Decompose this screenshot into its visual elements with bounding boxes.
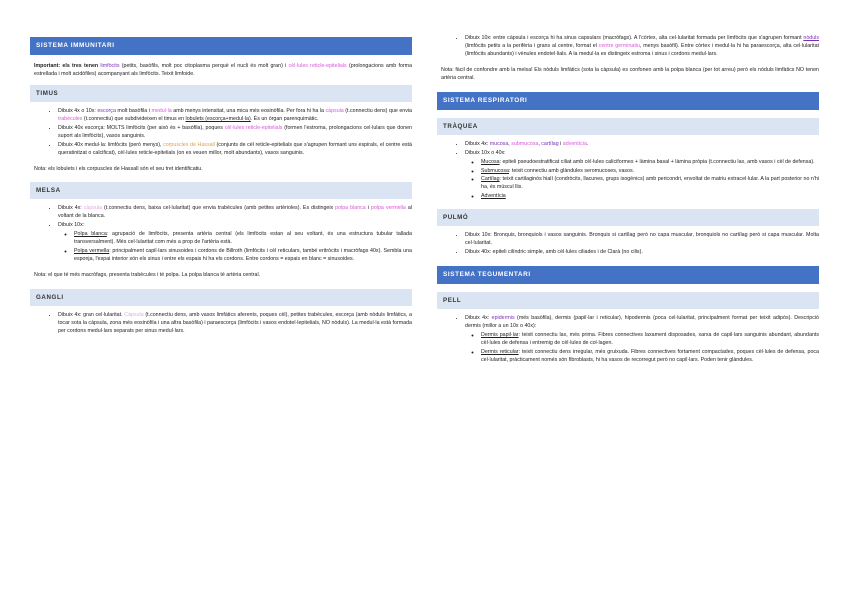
term-noduls: nòduls (803, 35, 819, 41)
text: Dibuix 4x: (465, 140, 490, 147)
text: (més basòfila), dermis (papil·lar i reticular), hipodermis (poca cel·lularitat, principalment format per teixit adipós). Descripció dermis (millor a un 10x o 40x): (465, 315, 819, 329)
text: : principalment capil·lars sinusoides i cordons de Billroth (limfòcits i cèl reticulars, també eritròcits i macròfags 40x). Sembla una esponja, l'espai interior són els sinus i entre els espais hi ha els cordons. Entre cordons = espais en blanc = sinusoides. (74, 248, 412, 263)
term-capsula: Càpsula (124, 311, 144, 318)
term-polpa-blanca: Polpa blanca (74, 231, 107, 238)
text: i (558, 140, 563, 147)
term-adventicia: Adventícia (481, 193, 506, 200)
term-dermis-reticular: Dermis reticular (481, 348, 519, 355)
term-cartilag: Cartílag (481, 176, 500, 183)
text: Dibuix 10x o 40x: (465, 149, 506, 156)
sub-list-item (481, 349, 819, 365)
subsection-header-pulmo: PULMÓ (437, 209, 819, 226)
subsection-header-pell: PELL (437, 292, 819, 309)
intro-limfocits: limfòcits (100, 63, 120, 69)
term-hassall: corpuscles de Hassall (163, 141, 215, 148)
text: (conjunts de cèl reticle-epitelials que s'agrupen formant uns espirals, el centre està queratinitzat o calcificat), cèl·lules reticle-epitelials (on es veuen millor, molt abundants), vasos sanguinis. (58, 141, 412, 156)
text: . És un òrgan parenquimàtic. (250, 115, 319, 122)
sub-list-item (481, 193, 819, 201)
term-cel-reticle: cèl·lules reticle-epitelials (224, 124, 283, 131)
list-item (58, 205, 412, 221)
gangli-note: Nota: fàcil de confondre amb la melsa! Els nòduls limfàtics (sota la càpsula) es confonen amb la polpa blanca (per tot arreu) però els nòduls limfàtics NO tenen artèria central. (441, 66, 819, 81)
text: (t.connectiu dens, amb vasos limfàtics aferents, poques cèl), petites trabècules, escorça (amb nòduls limfàtics, a tocar sota la càpsula, zona més eosinòfila i una altra basòfila) i paraescorça (limfòcits i vasos endotel·lepitelials, NO nòduls). La medul·la està formada per cordons medul·lars separats per sinus medul·lars. (58, 311, 412, 334)
term-capsula: càpsula (83, 205, 103, 212)
sub-list-item (481, 168, 819, 176)
intro-cel-reticle: cèl·lules reticle-epitelials (288, 63, 347, 69)
list-item (465, 141, 819, 149)
melsa-list (30, 205, 412, 264)
term-polpa-blanca: polpa blanca (335, 205, 366, 212)
text: : agrupació de limfòcits, presenta artèria central (els limfòcits estan al seu voltant, és una estructura tubular tallada transversalment). Més cel·lularitat com més a prop de l'artèria està. (74, 231, 412, 246)
subsection-header-timus: TIMUS (30, 85, 412, 102)
text: . (586, 140, 589, 147)
gangli-list (30, 312, 412, 336)
melsa-sublist (58, 231, 412, 264)
text: (t.connectiu dens) que envia (343, 107, 412, 114)
text: al voltant de la blanca. (58, 205, 412, 220)
text: Dibuix 4x: gran cel·lularitat. (58, 311, 125, 318)
term-submucosa: Submucosa (481, 167, 509, 174)
intro-text-2: (prolongacions amb forma estrellada i molt acidòfiles) acompanyant als limfòcits. Teixit limfoide. (34, 63, 413, 77)
text: , (538, 140, 542, 147)
text: Dibuix 40x medul·la: limfòcits (però menys), (58, 141, 164, 148)
term-capsula: càpsula (325, 107, 344, 114)
text: molt basòfila i (115, 107, 152, 114)
text: Dibuix 10x: entre càpsula i escorça hi ha sinus capsulars (macròfags). A l'còrtex, alta cel·lularitat formada per limfòcits que s'agrupen formant (465, 35, 804, 41)
left-column (30, 0, 412, 342)
intro-text-1: (petits, basòfils, molt poc citoplasma perquè el nucli és molt gran) i (119, 63, 289, 69)
section-header-respiratori: SISTEMA RESPIRATORI (437, 92, 819, 110)
sub-list-item (74, 248, 412, 264)
term-adventicia: adventícia (562, 140, 587, 147)
sub-list-item (74, 231, 412, 247)
list-item: • Dibuix 40x: epiteli cilíndric simple, amb cèl·lules ciliades i de Clarà (no cilis). (465, 249, 819, 257)
pulmo-list (437, 232, 819, 257)
text: Dibuix 4x: (58, 205, 84, 212)
term-cartilag: cartílag (541, 140, 559, 147)
text: Dibuix 40x escorça: MOLTS limfòcits (per això és + basòfila), poques (58, 124, 225, 131)
text: (t.connectiu) que subdivideixen el timus en (82, 115, 186, 122)
text: (t.connectiu dens, baixa cel·lularitat) que envia trabècules (amb petites artèrioles). Es distingeix (102, 205, 336, 212)
section-header-tegumentari: SISTEMA TEGUMENTARI (437, 266, 819, 284)
term-centre-germinatiu: centre germinatiu (598, 42, 640, 49)
text: : epiteli pseudoestratificat ciliat amb cèl·lules caliciformes + làmina basal + làmina pròpia (t.connectiu lax, amb vasos i cèl de defensa). (499, 158, 815, 165)
list-item (58, 142, 412, 158)
text: : teixit connectiu dens irregular, més gruixuda. Fibres connectives fortament compactades, poques cèl·lules de defensa, poca cel·lularitat, pràcticament només són fibroblasts, hi ha vasos de recorregut però no capil·lars. Poden tenir glàndules. (481, 348, 819, 363)
melsa-note: Nota: el que té més macròfags, presenta trabècules i té polpa. La polpa blanca té artèria central. (34, 272, 261, 278)
text: amb menys intensitat, una mica més eosinòfila. Per fora hi ha la (171, 107, 326, 114)
list-item (58, 312, 412, 336)
term-dermis-papillar: Dermis papil·lar (481, 331, 519, 338)
list-item (465, 315, 819, 365)
sub-list-item (481, 176, 819, 192)
term-lobulets: lobulets (escorça+medul·la) (185, 115, 251, 122)
traquea-sublist (465, 159, 819, 202)
subsection-header-melsa: MELSA (30, 182, 412, 199)
text: , menys basòfil). Entre còrtex i medul·la hi ha paraescorça, alta cel·lularitat (limfòcits abundants) i vènules endotel·lials. A la medul·la es distingeix estroma i sinus i cordons medul·lars. (465, 42, 819, 57)
sub-list-item (481, 332, 819, 348)
text: : teixit connectiu lax, més prima. Fibres connectives laxament disposades, xarxa de capil·lars sanguinis abundant, abundants cèl·lules de defensa i entremig de cèl·lules de col·lagen. (481, 331, 819, 346)
text: (formen l'estroma, prolongacions cel·lulars que donen suport als limfòcits), vasos sanguinis. (58, 124, 412, 139)
list-item: • Dibuix 10x: Bronquis, bronquiols i vasos sanguinis. Bronquis si cartílag però no capa muscular, bronquiols no cartílag però si capa muscular. Molta cel·lularitat. (465, 232, 819, 248)
text: Dibuix 4x: (465, 315, 492, 322)
text: Dibuix 4x o 10x: (58, 107, 98, 114)
pell-list (437, 315, 819, 365)
list-item (58, 125, 412, 141)
term-escorca: escorça (97, 107, 116, 114)
subsection-header-gangli: GANGLI (30, 289, 412, 306)
term-polpa-vermella: Polpa vermella (74, 248, 110, 255)
text: , (508, 140, 512, 147)
term-mucosa: mucosa (489, 140, 509, 147)
list-item (465, 150, 819, 202)
text: Dibuix 10x: (58, 222, 85, 229)
term-trabecules: trabècules (58, 115, 83, 122)
term-epidermis: epidermis (491, 315, 515, 322)
term-polpa-vermella: polpa vermella (370, 205, 406, 212)
right-column (437, 0, 819, 371)
traquea-list (437, 141, 819, 202)
list-item (58, 222, 412, 264)
term-medulla: medul·la (151, 107, 172, 114)
intro-important: Important: els tres tenen (34, 63, 101, 69)
list-item (58, 108, 412, 124)
subsection-header-traquea: TRÀQUEA (437, 118, 819, 135)
text: (limfòcits petits a la perifèria i grans al centre, format el (465, 42, 599, 49)
gangli-continued-list (437, 35, 819, 59)
sub-list-item (481, 159, 819, 167)
list-item (465, 35, 819, 59)
term-mucosa: Mucosa (481, 158, 500, 165)
timus-list (30, 108, 412, 158)
pell-sublist (465, 332, 819, 365)
section-header-immune: SISTEMA IMMUNITARI (30, 37, 412, 55)
timus-note: Nota: els lobulets i els corpuscles de Hassall són el seu tret identificatiu. (34, 165, 203, 172)
text: : teixit cartilaginós hialí (condròcits, llacunes, grups isogènics) amb pericondri, envoltat de matriu extracel·lular. A la part posterior no n'hi ha, és múscul llis. (481, 176, 819, 191)
text: : teixit connectiu amb glàndules seromucoses, vasos. (508, 167, 635, 174)
immune-intro (34, 63, 412, 79)
term-submucosa: submucosa (511, 140, 539, 147)
text: i (365, 205, 371, 212)
